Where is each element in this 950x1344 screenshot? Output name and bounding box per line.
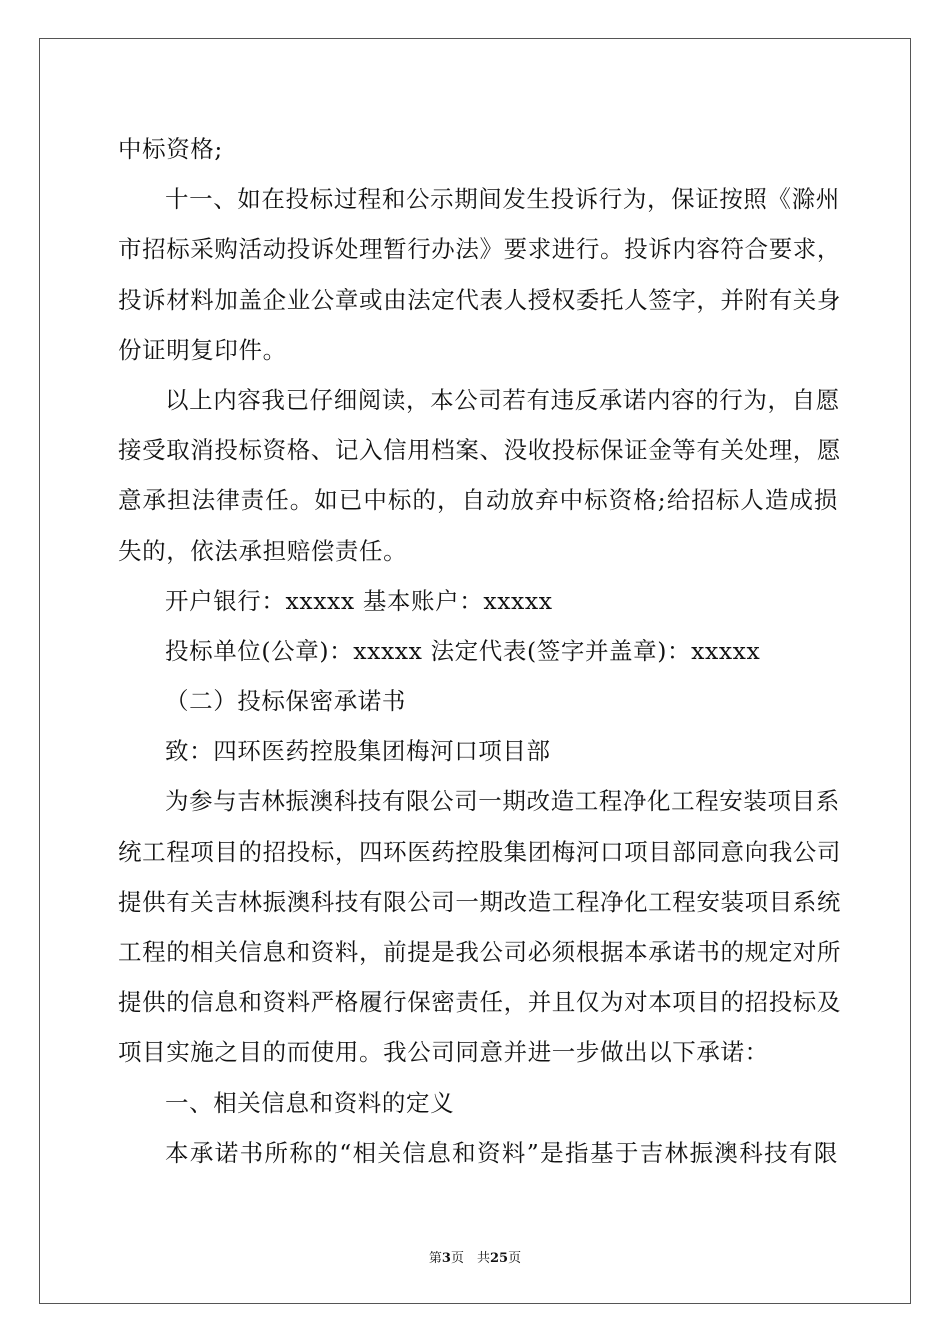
footer-page-suffix: 页 bbox=[508, 1251, 522, 1266]
text-line: 工程的相关信息和资料，前提是我公司必须根据本承诺书的规定对所 bbox=[118, 938, 841, 966]
text-line: 统工程项目的招投标，四环医药控股集团梅河口项目部同意向我公司 bbox=[118, 837, 841, 866]
text-line: 投诉材料加盖企业公章或由法定代表人授权委托人签字，并附有关身 bbox=[118, 285, 841, 314]
text-line: 提供的信息和资料严格履行保密责任，并且仅为对本项目的招投标及 bbox=[118, 988, 841, 1017]
footer-page-number: 3 bbox=[441, 1251, 451, 1266]
text-line: 提供有关吉林振澳科技有限公司一期改造工程净化工程安装项目系统 bbox=[118, 887, 841, 916]
footer-total-pages: 25 bbox=[489, 1251, 509, 1266]
text-line: 一、相关信息和资料的定义 bbox=[165, 1088, 455, 1117]
text-line: 市招标采购活动投诉处理暂行办法》要求进行。投诉内容符合要求， bbox=[118, 235, 841, 264]
text-line: （二）投标保密承诺书 bbox=[165, 687, 406, 716]
text-line: 投标单位(公章)：xxxxx 法定代表(签字并盖章)：xxxxx bbox=[165, 636, 761, 665]
footer-page-prefix: 第 bbox=[428, 1251, 442, 1266]
footer-page-mid: 页 共 bbox=[450, 1251, 490, 1266]
document-body bbox=[118, 124, 841, 1178]
page-footer bbox=[0, 1247, 950, 1266]
text-line: 本承诺书所称的“相关信息和资料”是指基于吉林振澳科技有限 bbox=[165, 1138, 838, 1167]
text-line: 失的，依法承担赔偿责任。 bbox=[118, 536, 408, 565]
text-line: 项目实施之目的而使用。我公司同意并进一步做出以下承诺： bbox=[118, 1038, 769, 1067]
text-line: 致：四环医药控股集团梅河口项目部 bbox=[165, 737, 551, 766]
text-line: 意承担法律责任。如已中标的，自动放弃中标资格;给招标人造成损 bbox=[118, 486, 838, 515]
text-line: 以上内容我已仔细阅读，本公司若有违反承诺内容的行为，自愿 bbox=[165, 385, 840, 414]
text-line: 十一、如在投标过程和公示期间发生投诉行为，保证按照《滁州 bbox=[165, 185, 840, 214]
text-line: 为参与吉林振澳科技有限公司一期改造工程净化工程安装项目系 bbox=[165, 787, 840, 816]
text-line: 接受取消投标资格、记入信用档案、没收投标保证金等有关处理，愿 bbox=[118, 436, 841, 465]
text-line: 份证明复印件。 bbox=[118, 335, 287, 364]
text-line: 开户银行：xxxxx 基本账户：xxxxx bbox=[165, 586, 553, 615]
text-line: 中标资格; bbox=[118, 135, 223, 163]
